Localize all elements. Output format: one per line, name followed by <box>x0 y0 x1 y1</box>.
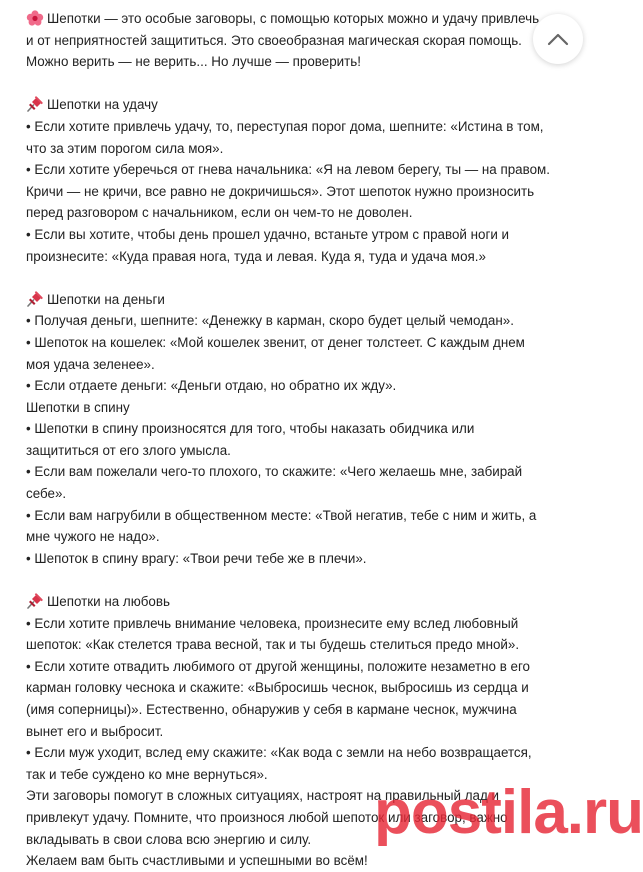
section-line: перед разговором с начальником, если он чем-то не доволен. <box>26 205 413 221</box>
intro-line: Можно верить — не верить... Но лучше — проверить! <box>26 54 361 70</box>
section-line: вынет его и выбросит. <box>26 723 164 739</box>
section-line: (имя соперницы)». Естественно, обнаружив у себя в кармане чеснок, мужчина <box>26 702 517 717</box>
section-line: Эти заговоры помогут в сложных ситуациях, настроят на правильный лад и <box>26 788 499 804</box>
section-line: мне чужого не надо». <box>26 529 160 545</box>
section-luck <box>26 94 586 267</box>
section-line: произнесите: «Куда правая нога, туда и левая. Куда я, туда и удача моя.» <box>26 248 486 264</box>
section-love <box>26 591 586 872</box>
chevron-up-icon <box>547 32 569 46</box>
pushpin-icon <box>26 290 44 307</box>
pushpin-icon <box>26 592 44 609</box>
intro-line: Шепотки — это особые заговоры, с помощью которых можно и удачу привлечь <box>26 8 586 30</box>
section-line: Кричи — не кричи, все равно не докричишься». Этот шепоток нужно произносить <box>26 183 535 199</box>
section-title: Шепотки на деньги <box>26 289 586 311</box>
section-money <box>26 289 586 570</box>
section-line: карман головку чеснока и скажите: «Выбросишь чеснок, выбросишь из сердца и <box>26 680 529 696</box>
section-title: Шепотки на удачу <box>26 94 586 116</box>
section-line: • Если хотите привлечь внимание человека, произнесите ему вслед любовный <box>26 615 519 631</box>
section-line: Шепотки в спину <box>26 399 130 415</box>
section-line: себе». <box>26 486 67 502</box>
section-line: • Шепотки в спину произносятся для того, чтобы наказать обидчика или <box>26 421 475 437</box>
section-line: • Если хотите привлечь удачу, то, переступая порог дома, шепните: «Истина в том, <box>26 118 544 134</box>
section-line: привлекут удачу. Помните, что произнося любой шепоток или заговор, важно <box>26 809 508 825</box>
section-line: • Если хотите отвадить любимого от другой женщины, положите незаметно в его <box>26 658 531 674</box>
section-line: Желаем вам быть счастливыми и успешными во всём! <box>26 853 368 869</box>
article-body <box>26 8 586 872</box>
section-line: • Шепоток на кошелек: «Мой кошелек звенит, от денег толстеет. С каждым днем <box>26 334 525 350</box>
scroll-to-top-button[interactable] <box>533 14 583 64</box>
section-line: шепоток: «Как стелется трава весной, так и ты будешь стелиться предо мной». <box>26 637 520 653</box>
pushpin-icon <box>26 95 44 112</box>
section-title: Шепотки на любовь <box>26 591 586 613</box>
section-line: что за этим порогом сила моя». <box>26 140 224 156</box>
section-line: • Получая деньги, шепните: «Денежку в карман, скоро будет целый чемодан». <box>26 313 514 329</box>
section-line: • Если отдаете деньги: «Деньги отдаю, но обратно их жду». <box>26 378 397 394</box>
section-line: • Если вы хотите, чтобы день прошел удачно, встаньте утром с правой ноги и <box>26 226 510 242</box>
section-line: • Шепоток в спину врагу: «Твои речи тебе же в плечи». <box>26 550 367 566</box>
section-line: • Если вам нагрубили в общественном месте: «Твой негатив, тебе с ним и жить, а <box>26 507 537 523</box>
section-line: моя удача зеленее». <box>26 356 155 372</box>
section-line: • Если муж уходит, вслед ему скажите: «Как вода с земли на небо возвращается, <box>26 745 532 761</box>
section-line: так и тебе суждено ко мне вернуться». <box>26 766 268 782</box>
section-line: • Если хотите уберечься от гнева начальника: «Я на левом берегу, ты — на правом. <box>26 162 550 178</box>
section-line: • Если вам пожелали чего-то плохого, то скажите: «Чего желаешь мне, забирай <box>26 464 523 480</box>
section-line: вкладывать в свои слова всю энергию и силу. <box>26 831 312 847</box>
intro-paragraph <box>26 8 586 73</box>
flower-icon <box>26 10 44 26</box>
section-line: защититься от его злого умысла. <box>26 442 231 458</box>
watermark: postila.ru <box>374 778 643 847</box>
intro-line: и от неприятностей защититься. Это своеобразная магическая скорая помощь. <box>26 32 522 48</box>
